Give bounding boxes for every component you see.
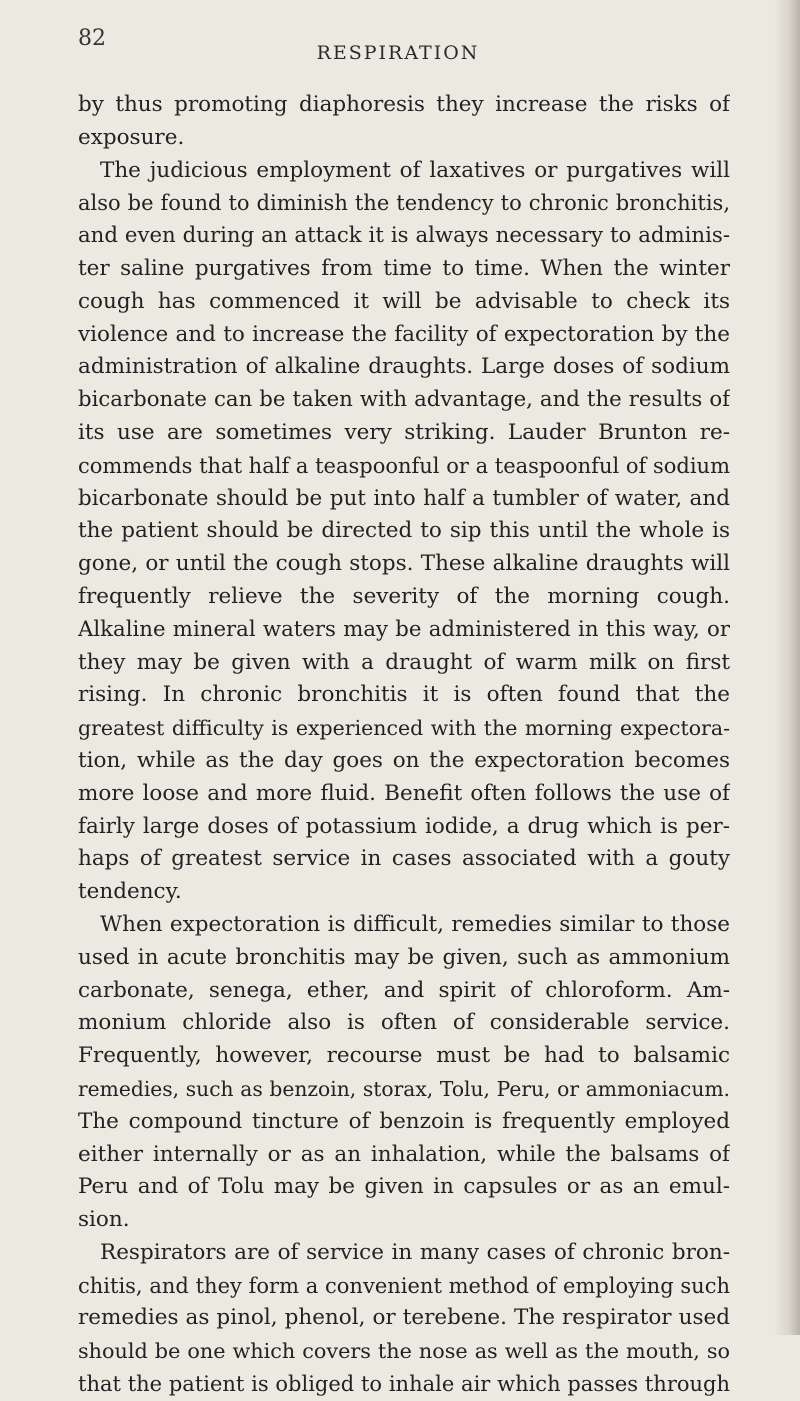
text-line: more loose and more fluid. Benefit often follows the use of	[78, 780, 730, 806]
text-line: remedies as pinol, phenol, or terebene. The respirator used	[78, 1305, 730, 1331]
page-edge-shadow	[774, 0, 800, 1335]
text-line: Peru and of Tolu may be given in capsules or as an emul-	[78, 1174, 730, 1200]
text-line: Alkaline mineral waters may be administered in this way, or	[78, 616, 730, 642]
text-line: The compound tincture of benzoin is frequently employed	[78, 1108, 730, 1134]
text-line: that the patient is obliged to inhale air which passes through	[78, 1372, 730, 1397]
text-line: its use are sometimes very striking. Lauder Brunton re-	[78, 419, 730, 445]
text-line: and even during an attack it is always necessary to adminis-	[78, 223, 730, 249]
text-line: rising. In chronic bronchitis it is often found that the	[78, 682, 730, 708]
text-line: the patient should be directed to sip this until the whole is	[78, 518, 730, 544]
text-line: Respirators are of service in many cases of chronic bron-	[100, 1239, 730, 1265]
text-line: by thus promoting diaphoresis they increase the risks of	[78, 92, 730, 117]
text-line: tion, while as the day goes on the expectoration becomes	[78, 747, 730, 773]
text-line: tendency.	[78, 879, 182, 905]
text-line: exposure.	[78, 124, 185, 150]
text-line: remedies, such as benzoin, storax, Tolu, Peru, or ammoniacum.	[78, 1076, 730, 1101]
text-line: commends that half a teaspoonful or a teaspoonful of sodium	[78, 453, 730, 478]
running-head	[78, 26, 718, 68]
text-line: cough has commenced it will be advisable to check its	[78, 288, 730, 314]
text-line: either internally or as an inhalation, while the balsams of	[78, 1141, 730, 1167]
text-line: administration of alkaline draughts. Large doses of sodium	[78, 354, 730, 380]
text-line: sion.	[78, 1207, 130, 1233]
text-line: bicarbonate can be taken with advantage, and the results of	[78, 387, 730, 413]
page-number: 82	[78, 26, 106, 51]
text-line: The judicious employment of laxatives or purgatives will	[100, 157, 730, 183]
text-line: greatest difficulty is experienced with the morning expectora-	[78, 716, 730, 741]
text-line: also be found to diminish the tendency to chronic bronchitis,	[78, 191, 730, 216]
text-line: used in acute bronchitis may be given, such as ammonium	[78, 944, 730, 970]
running-title: RESPIRATION	[316, 42, 480, 64]
text-line: monium chloride also is often of considerable service.	[78, 1010, 730, 1036]
text-line: chitis, and they form a convenient method of employing such	[78, 1273, 730, 1298]
text-line: violence and to increase the facility of expectoration by the	[78, 321, 730, 347]
text-line: carbonate, senega, ether, and spirit of chloroform. Am-	[78, 977, 730, 1003]
text-line: ter saline purgatives from time to time. When the winter	[78, 255, 730, 281]
text-line: frequently relieve the severity of the morning cough.	[78, 583, 730, 609]
text-line: gone, or until the cough stops. These alkaline draughts will	[78, 551, 730, 577]
text-line: bicarbonate should be put into half a tumbler of water, and	[78, 485, 730, 511]
text-line: fairly large doses of potassium iodide, a drug which is per-	[78, 813, 730, 839]
text-line: they may be given with a draught of warm milk on first	[78, 649, 730, 675]
text-line: haps of greatest service in cases associated with a gouty	[78, 846, 730, 872]
body-text	[78, 89, 730, 1401]
text-line: Frequently, however, recourse must be had to balsamic	[78, 1043, 730, 1069]
text-line: When expectoration is difficult, remedies similar to those	[100, 911, 730, 937]
text-line: should be one which covers the nose as well as the mouth, so	[78, 1339, 730, 1364]
